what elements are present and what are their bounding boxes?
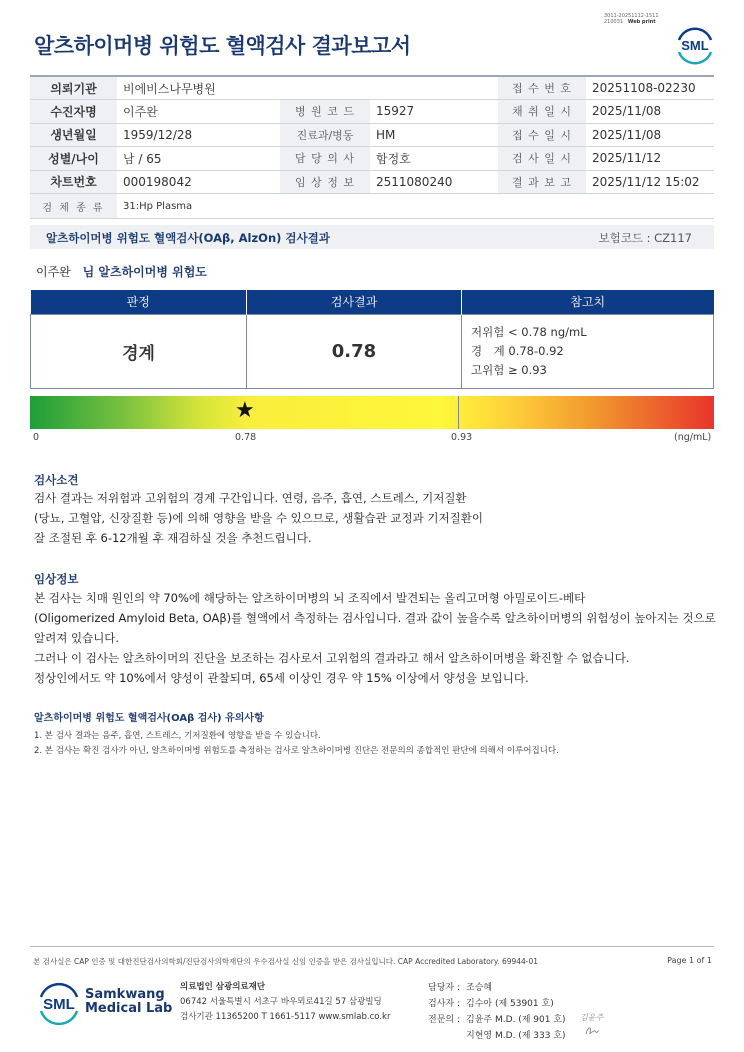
signature-2: [584, 1024, 600, 1038]
result-value: 0.78: [247, 314, 462, 388]
patient-line: [36, 263, 207, 280]
birth-value: 1959/12/28: [117, 123, 280, 147]
receipt-no-label: 접 수 번 호: [498, 76, 586, 100]
sex-age-label: 성별/나이: [30, 147, 117, 171]
ref-low: 저위험 < 0.78 ng/mL: [471, 324, 587, 339]
brand-line1: Samkwang: [85, 987, 165, 1002]
caution-title: 알츠하이머병 위험도 혈액검사(OAβ 검사) 유의사항: [34, 713, 264, 724]
caution-line: 2. 본 검사는 확진 검사가 아닌, 알츠하이머병 위험도를 측정하는 검사로 알츠하이머병 진단은 전문의의 종합적인 판단에 의해서 이루어집니다.: [34, 746, 559, 756]
verdict-header: 판정: [31, 290, 247, 314]
footer-divider: [30, 946, 714, 947]
insurance-code: 보험코드 : CZ117: [598, 231, 692, 245]
section-title: 알츠하이머병 위험도 혈액검사(OAβ, AlzOn) 검사결과: [46, 231, 330, 245]
staff-label: 담당자 :: [428, 983, 460, 993]
verdict-value: 경계: [31, 314, 247, 388]
threshold-line: [458, 396, 459, 429]
organization-info: [180, 980, 390, 1025]
result-header: 검사결과: [247, 290, 462, 314]
staff-info: [428, 980, 566, 1044]
axis-threshold: 0.93: [451, 432, 473, 443]
reference-values: [462, 314, 714, 388]
findings-title: 검사소견: [34, 473, 79, 487]
clinical-line: 알려져 있습니다.: [34, 631, 120, 645]
clinical-line: (Oligomerized Amyloid Beta, OAβ)를 혈액에서 측정하는 검사입니다. 결과 값이 높을수록 알츠하이머병의 위험성이 높아지는 것으로: [34, 611, 716, 625]
axis-min: 0: [33, 432, 40, 443]
patient-suffix: 님 알츠하이머병 위험도: [82, 265, 207, 279]
tester-label: 검사자 :: [428, 999, 460, 1009]
result-table: [30, 290, 714, 389]
org-name: 의료법인 삼광의료재단: [180, 982, 266, 992]
patient-info-table: [30, 75, 714, 219]
clinical-line: 그러나 이 검사는 알츠하이머의 진단을 보조하는 검사로서 고위험의 결과라고 해서 알츠하이머병을 확진할 수 없습니다.: [34, 651, 630, 665]
test-date-label: 검 사 일 시: [498, 147, 586, 171]
dept-label: 진료과/병동: [280, 123, 370, 147]
collect-date-label: 채 취 일 시: [498, 100, 586, 124]
ref-mid: 경 계 0.78-0.92: [471, 343, 564, 358]
findings-text: [34, 488, 483, 548]
print-id-code: 210031: [604, 19, 624, 25]
findings-line: 검사 결과는 저위험과 고위험의 경계 구간입니다. 연령, 음주, 흡연, 스트레스, 기저질환: [34, 491, 467, 505]
patient-value: 이주완: [117, 100, 280, 124]
dept-value: HM: [370, 123, 498, 147]
specialist2-value: 지현영 M.D. (제 333 호): [466, 1031, 566, 1041]
chart-label: 차트번호: [30, 170, 117, 194]
collect-date-value: 2025/11/08: [586, 100, 714, 124]
page-number: Page 1 of 1: [667, 956, 712, 965]
patient-name: 이주완: [36, 265, 71, 279]
clinical-value: 2511080240: [370, 170, 498, 194]
signature-1: 김윤주: [580, 1013, 604, 1022]
svg-text:SML: SML: [681, 38, 709, 53]
patient-label: 수진자명: [30, 100, 117, 124]
axis-value: 0.78: [235, 432, 257, 443]
svg-text:SML: SML: [43, 996, 75, 1013]
clinical-line: 본 검사는 치매 원인의 약 70%에 해당하는 알츠하이머병의 뇌 조직에서 발견되는 올리고머형 아밀로이드-베타: [34, 591, 586, 605]
caution-line: 1. 본 검사 결과는 음주, 흡연, 스트레스, 기저질환에 영향을 받을 수 있습니다.: [34, 731, 321, 741]
findings-line: 잘 조절된 후 6-12개월 후 재검하실 것을 추천드립니다.: [34, 531, 312, 545]
org-contact: 검사기관 11365200 T 1661-5117 www.smlab.co.kr: [180, 1012, 391, 1022]
staff-value: 조승혜: [466, 983, 493, 993]
print-id-label: Web print: [627, 19, 656, 25]
caution-notes: [34, 729, 559, 759]
hospital-value: 비에비스나무병원: [117, 76, 498, 100]
tester-value: 김수아 (제 53901 호): [466, 999, 554, 1009]
hospital-label: 의뢰기관: [30, 76, 117, 100]
star-marker-icon: ★: [235, 398, 255, 423]
receipt-date-label: 접 수 일 시: [498, 123, 586, 147]
print-id: [604, 13, 659, 25]
hospital-code-label: 병 원 코 드: [280, 100, 370, 124]
doctor-value: 함정호: [370, 147, 498, 171]
test-date-value: 2025/11/12: [586, 147, 714, 171]
sml-footer-logo: [37, 982, 81, 1026]
doctor-label: 담 당 의 사: [280, 147, 370, 171]
brand-line2: Medical Lab: [85, 1001, 173, 1016]
chart-value: 000198042: [117, 170, 280, 194]
findings-line: (당뇨, 고혈압, 신장질환 등)에 의해 영향을 받을 수 있으므로, 생활습관 교정과 기저질환이: [34, 511, 483, 525]
specimen-label: 검 체 종 류: [30, 194, 117, 219]
sex-age-value: 남 / 65: [117, 147, 280, 171]
clinical-info-title: 임상정보: [34, 572, 79, 586]
clinical-label: 임 상 정 보: [280, 170, 370, 194]
report-label: 결 과 보 고: [498, 170, 586, 194]
brand-name: [85, 988, 172, 1016]
clinical-line: 정상인에서도 약 10%에서 양성이 관찰되며, 65세 이상인 경우 약 15% 이상에서 양성을 보입니다.: [34, 671, 529, 685]
specimen-value: 31:Hp Plasma: [117, 194, 714, 219]
report-title: 알츠하이머병 위험도 혈액검사 결과보고서: [34, 34, 411, 58]
axis-unit: (ng/mL): [674, 432, 712, 443]
print-id-line: 3011-20251112-1511: [604, 13, 659, 19]
report-value: 2025/11/12 15:02: [586, 170, 714, 194]
birth-label: 생년월일: [30, 123, 117, 147]
reference-header: 참고치: [462, 290, 714, 314]
hospital-code-value: 15927: [370, 100, 498, 124]
result-section-bar: [30, 225, 714, 249]
specialist-label: 전문의 :: [428, 1015, 460, 1025]
specialist1-value: 김윤주 M.D. (제 901 호): [466, 1015, 566, 1025]
ref-high: 고위험 ≥ 0.93: [471, 362, 547, 377]
risk-gauge: [30, 396, 714, 429]
sml-logo: [675, 26, 715, 66]
receipt-date-value: 2025/11/08: [586, 123, 714, 147]
receipt-no-value: 20251108-02230: [586, 76, 714, 100]
footer-certification: 본 검사실은 CAP 인증 및 대한진단검사의학회/진단검사의학재단의 우수검사실 신임 인증을 받은 검사실입니다. CAP Accredited Laboratory. 69944-01: [33, 957, 539, 966]
clinical-info-text: [34, 588, 716, 688]
org-address: 06742 서울특별시 서초구 바우뫼로41길 57 삼광빌딩: [180, 997, 382, 1007]
